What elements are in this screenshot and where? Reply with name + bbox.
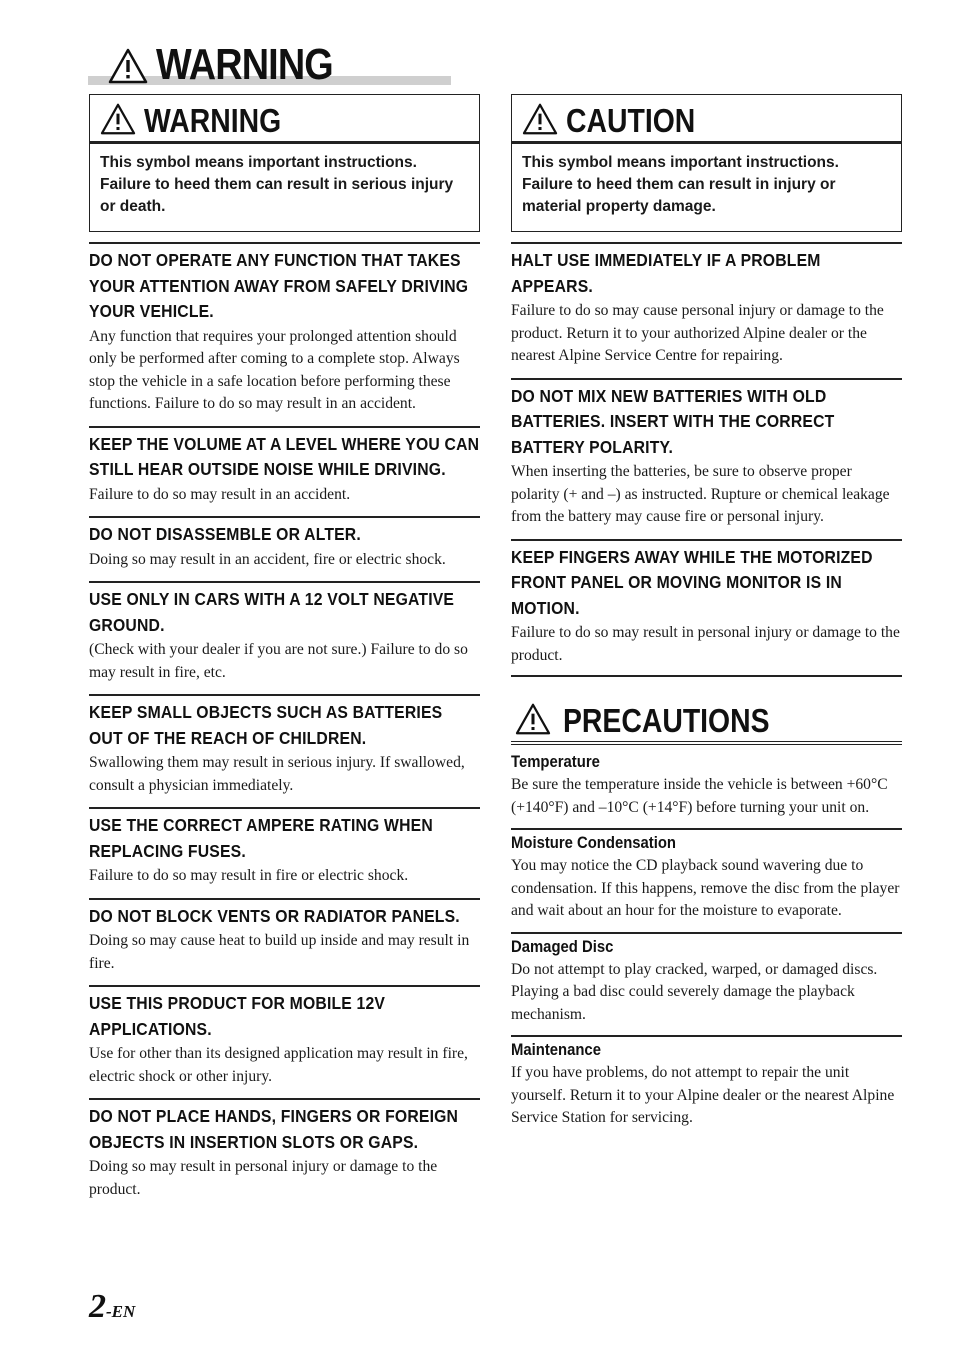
warning-item bbox=[89, 242, 480, 416]
cautions-list bbox=[511, 242, 902, 667]
caution-item-text: When inserting the batteries, be sure to observe proper polarity (+ and –) as instructed. Rupture or chemical leakage from the battery may cause fire or personal injury. bbox=[511, 463, 890, 525]
precautions-label: PRECAUTIONS bbox=[563, 702, 770, 739]
warning-item-text: Failure to do so may result in an accident. bbox=[89, 485, 351, 503]
precaution-item-text: If you have problems, do not attempt to repair the unit yourself. Return it to your Alpine dealer or the nearest Alpine Service Station for servicing. bbox=[511, 1064, 895, 1126]
warning-label: WARNING bbox=[144, 102, 282, 139]
precautions-list bbox=[511, 749, 902, 1130]
caution-label: CAUTION bbox=[566, 102, 696, 139]
precaution-item-title: Damaged Disc bbox=[511, 937, 614, 956]
caution-item-title: KEEP FINGERS AWAY WHILE THE MOTORIZED FRONT PANEL OR MOVING MONITOR IS IN MOTION. bbox=[511, 546, 873, 618]
caution-item-title: HALT USE IMMEDIATELY IF A PROBLEM APPEARS. bbox=[511, 250, 821, 296]
warnings-list bbox=[89, 242, 480, 1201]
warning-item-title: DO NOT OPERATE ANY FUNCTION THAT TAKES YOUR ATTENTION AWAY FROM SAFELY DRIVING YOUR VEHICLE. bbox=[89, 250, 469, 321]
warning-item bbox=[89, 807, 480, 888]
warning-item-title: USE THE CORRECT AMPERE RATING WHEN REPLACING FUSES. bbox=[89, 815, 433, 861]
warning-item bbox=[89, 426, 480, 507]
warning-box bbox=[89, 94, 480, 232]
page-number: 2 bbox=[89, 1288, 106, 1325]
precaution-item bbox=[511, 828, 902, 923]
warning-item-title: DO NOT PLACE HANDS, FINGERS OR FOREIGN OBJECTS IN INSERTION SLOTS OR GAPS. bbox=[89, 1106, 459, 1152]
warning-item-text: (Check with your dealer if you are not sure.) Failure to do so may result in fire, etc. bbox=[89, 641, 468, 681]
warning-item bbox=[89, 985, 480, 1088]
caution-description: This symbol means important instructions. Failure to heed them can result in injury or material property damage. bbox=[522, 154, 839, 215]
warning-triangle-icon bbox=[108, 48, 148, 84]
caution-box bbox=[511, 94, 902, 232]
warning-description: This symbol means important instructions. Failure to heed them can result in serious injury or death. bbox=[100, 154, 454, 215]
precaution-item-text: Do not attempt to play cracked, warped, or damaged discs. Playing a bad disc could severely damage the playback mechanism. bbox=[511, 960, 878, 1023]
page-header bbox=[88, 40, 451, 90]
warning-item-text: Failure to do so may result in fire or electric shock. bbox=[89, 867, 409, 884]
warning-box-header bbox=[90, 95, 479, 144]
warning-item bbox=[89, 694, 480, 797]
warning-item-title: USE THIS PRODUCT FOR MOBILE 12V APPLICATIONS. bbox=[89, 993, 386, 1039]
caution-triangle-icon bbox=[522, 103, 558, 135]
caution-item-text: Failure to do so may cause personal injury or damage to the product. Return it to your authorized Alpine dealer or the nearest Alpine Service Centre for repairing. bbox=[511, 302, 884, 364]
caution-item-text: Failure to do so may result in personal injury or damage to the product. bbox=[511, 624, 900, 664]
precaution-item bbox=[511, 749, 902, 819]
precautions-header bbox=[511, 677, 902, 745]
precaution-item bbox=[511, 932, 902, 1027]
caution-box-header bbox=[512, 95, 901, 144]
caution-item-title: DO NOT MIX NEW BATTERIES WITH OLD BATTERIES. INSERT WITH THE CORRECT BATTERY POLARITY. bbox=[511, 385, 835, 457]
warning-item-text: Any function that requires your prolonged attention should only be performed after coming to a complete stop. Always stop the vehicle in a safe location before performing these functions. Failure to do so may result in an accident. bbox=[89, 327, 460, 412]
warning-item-text: Doing so may cause heat to build up inside and may result in fire. bbox=[89, 932, 470, 972]
warning-item bbox=[89, 581, 480, 684]
page-title: WARNING bbox=[156, 40, 333, 89]
caution-item bbox=[511, 242, 902, 368]
precaution-item-title: Temperature bbox=[511, 753, 600, 771]
warning-triangle-icon bbox=[100, 103, 136, 135]
left-column bbox=[89, 94, 480, 1201]
precaution-item-title: Moisture Condensation bbox=[511, 834, 677, 852]
warning-item-text: Swallowing them may result in serious injury. If swallowed, consult a physician immediately. bbox=[89, 754, 465, 794]
precaution-item-title: Maintenance bbox=[511, 1041, 601, 1059]
warning-item-title: KEEP SMALL OBJECTS SUCH AS BATTERIES OUT OF THE REACH OF CHILDREN. bbox=[89, 702, 443, 748]
caution-item bbox=[511, 539, 902, 668]
warning-triangle-icon bbox=[515, 703, 551, 735]
warning-item-title: USE ONLY IN CARS WITH A 12 VOLT NEGATIVE GROUND. bbox=[89, 589, 455, 635]
caution-item bbox=[511, 378, 902, 529]
warning-item bbox=[89, 1098, 480, 1201]
warning-item-title: DO NOT BLOCK VENTS OR RADIATOR PANELS. bbox=[89, 905, 460, 926]
warning-item-text: Use for other than its designed application may result in fire, electric shock or other injury. bbox=[89, 1045, 468, 1085]
page-footer bbox=[89, 1288, 135, 1326]
warning-item-text: Doing so may result in an accident, fire or electric shock. bbox=[89, 550, 446, 568]
precaution-item-text: You may notice the CD playback sound wavering due to condensation. If this happens, remove the disc from the player and wait about an hour for the moisture to evaporate. bbox=[511, 857, 900, 919]
warning-item bbox=[89, 516, 480, 571]
precaution-item-text: Be sure the temperature inside the vehicle is between +60°C (+140°F) and –10°C (+14°F) before turning your unit on. bbox=[511, 776, 888, 816]
warning-item-title: KEEP THE VOLUME AT A LEVEL WHERE YOU CAN STILL HEAR OUTSIDE NOISE WHILE DRIVING. bbox=[89, 433, 480, 479]
warning-item-text: Doing so may result in personal injury or damage to the product. bbox=[89, 1158, 438, 1198]
page-number-suffix: -EN bbox=[106, 1302, 136, 1321]
warning-item-title: DO NOT DISASSEMBLE OR ALTER. bbox=[89, 524, 361, 544]
right-column bbox=[511, 94, 902, 1130]
precaution-item bbox=[511, 1035, 902, 1130]
warning-item bbox=[89, 898, 480, 976]
